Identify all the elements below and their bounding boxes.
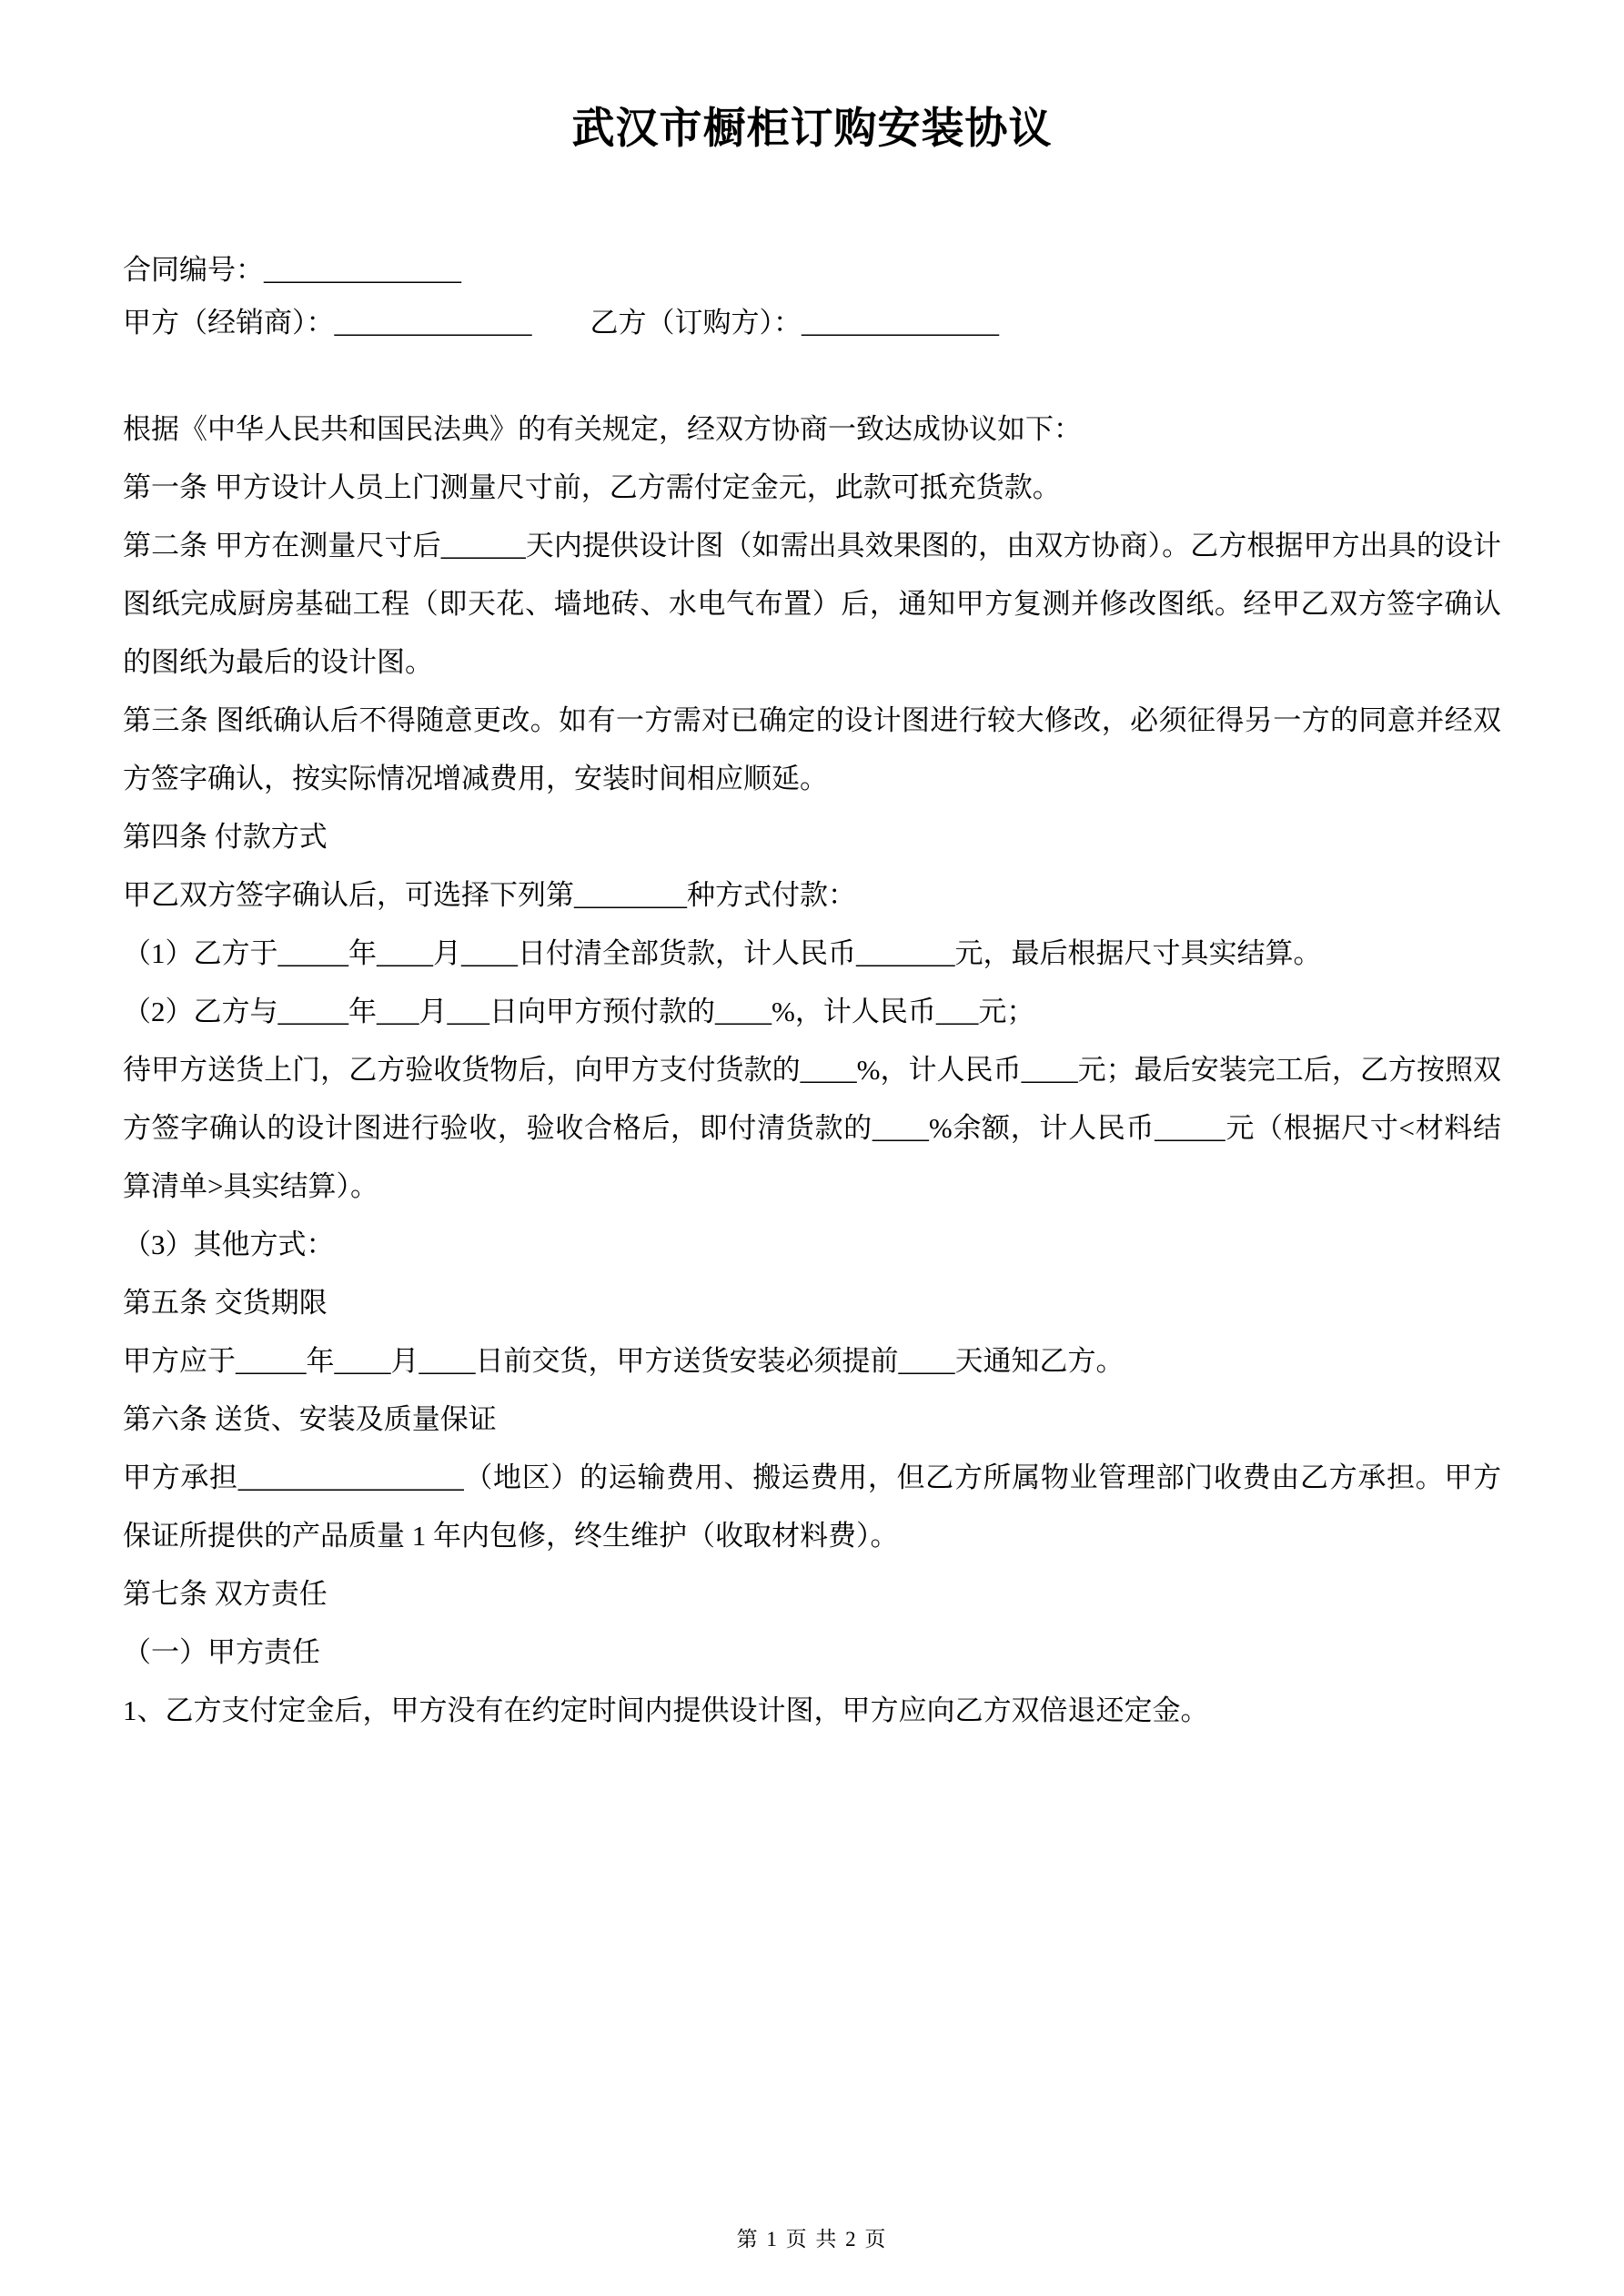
clause-6-heading: 第六条 送货、安装及质量保证 [123, 1403, 497, 1435]
page-number-footer: 第 1 页 共 2 页 [736, 2228, 888, 2250]
party-b-field: 乙方（订购方）：______________ [590, 307, 999, 339]
payment-option-1: （1）乙方于_____年____月____日付清全部货款，计人民币_______元，最后根据尺寸具实结算。 [123, 937, 1322, 969]
clause-7-party-a-heading: （一）甲方责任 [123, 1636, 320, 1668]
payment-option-2-detail: 待甲方送货上门，乙方验收货物后，向甲方支付货款的____%，计人民币____元；最后安装完工后，乙方按照双方签字确认的设计图进行验收，验收合格后，即付清货款的____%余额，计人民币_____元（根据尺寸<材料结算清单>具实结算）。 [123, 1054, 1501, 1202]
clause-5-delivery: 甲方应于_____年____月____日前交货，甲方送货安装必须提前____天通知乙方。 [123, 1345, 1125, 1377]
payment-option-2: （2）乙方与_____年___月___日向甲方预付款的____%，计人民币___元； [123, 996, 1035, 1027]
clause-1: 第一条 甲方设计人员上门测量尺寸前，乙方需付定金元，此款可抵充货款。 [123, 471, 1061, 503]
clause-4-payment-choice: 甲乙双方签字确认后，可选择下列第________种方式付款： [123, 879, 856, 911]
clause-7-party-a-item-1: 1、乙方支付定金后，甲方没有在约定时间内提供设计图，甲方应向乙方双倍退还定金。 [123, 1694, 1209, 1726]
document-title: 武汉市橱柜订购安装协议 [571, 106, 1053, 153]
clause-2: 第二条 甲方在测量尺寸后______天内提供设计图（如需出具效果图的，由双方协商）。乙方根据甲方出具的设计图纸完成厨房基础工程（即天花、墙地砖、水电气布置）后，通知甲方复测并修改图纸。经甲乙双方签字确认的图纸为最后的设计图。 [123, 530, 1501, 678]
clause-3: 第三条 图纸确认后不得随意更改。如有一方需对已确定的设计图进行较大修改，必须征得另一方的同意并经双方签字确认，按实际情况增减费用，安装时间相应顺延。 [123, 704, 1501, 794]
contract-body [123, 400, 1501, 1740]
clause-4-heading: 第四条 付款方式 [123, 821, 328, 853]
contract-number-line: 合同编号：______________ [123, 254, 461, 286]
parties-line [123, 297, 1501, 349]
party-a-field: 甲方（经销商）：______________ [123, 307, 532, 339]
clause-intro: 根据《中华人民共和国民法典》的有关规定，经双方协商一致达成协议如下： [123, 413, 1082, 445]
clause-5-heading: 第五条 交货期限 [123, 1287, 328, 1319]
clause-6-detail: 甲方承担________________（地区）的运输费用、搬运费用，但乙方所属物业管理部门收费由乙方承担。甲方保证所提供的产品质量 1 年内包修，终生维护（收取材料费）。 [123, 1462, 1501, 1552]
payment-option-3: （3）其他方式： [123, 1229, 335, 1260]
clause-7-heading: 第七条 双方责任 [123, 1578, 328, 1610]
